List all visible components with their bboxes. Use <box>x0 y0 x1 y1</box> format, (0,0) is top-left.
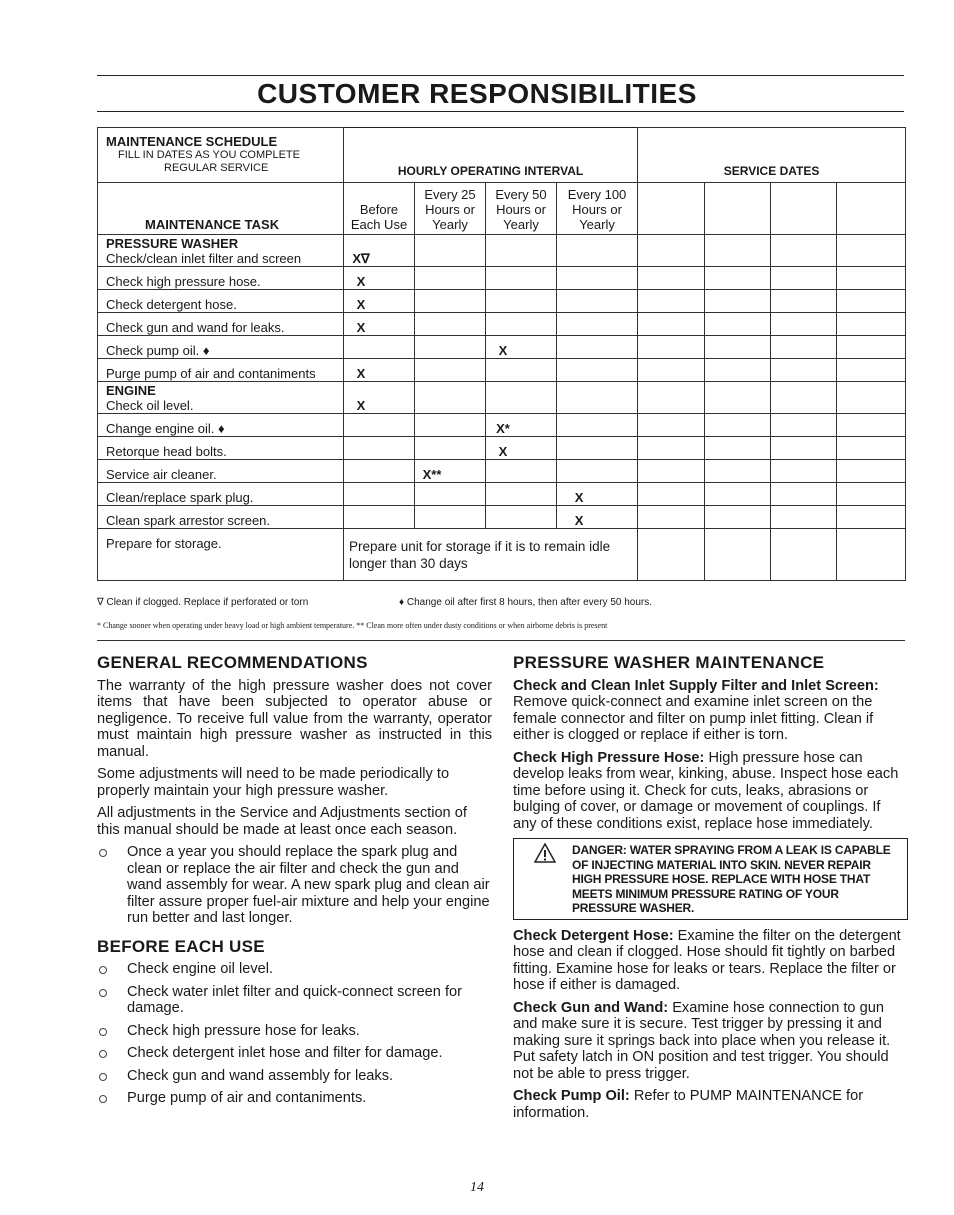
table-row <box>98 437 906 460</box>
danger-box <box>513 838 908 920</box>
task-header: MAINTENANCE TASK <box>98 183 344 235</box>
bullet-icon <box>99 1095 107 1103</box>
interval-header: HOURLY OPERATING INTERVAL <box>344 128 638 183</box>
warning-icon <box>534 843 556 863</box>
interval-mark: X <box>486 336 557 359</box>
bullet-icon <box>99 849 107 857</box>
table-row <box>98 382 906 414</box>
interval-mark <box>557 460 638 483</box>
interval-mark <box>557 336 638 359</box>
page-number: 14 <box>470 1180 484 1195</box>
interval-mark <box>486 359 557 382</box>
interval-mark <box>486 483 557 506</box>
task-cell: Clean spark arrestor screen. <box>98 506 344 529</box>
service-date-cell[interactable] <box>638 267 705 290</box>
interval-mark: X <box>557 506 638 529</box>
service-date-cell[interactable] <box>638 506 705 529</box>
service-date-cell[interactable] <box>771 336 837 359</box>
service-date-cell[interactable] <box>771 290 837 313</box>
table-row <box>98 506 906 529</box>
service-date-cell[interactable] <box>638 359 705 382</box>
interval-mark <box>344 336 415 359</box>
interval-mark <box>557 235 638 267</box>
general-p1: The warranty of the high pressure washer does not cover items that have been subjected to operator abuse or negligence. To receive full value from the warranty, operator must maintain high pressure washer as instructed in this manual. <box>97 677 492 760</box>
gun-paragraph: Check Gun and Wand: Examine hose connection to gun and make sure it is secure. Test trigger by pressing it and making sure it springs back into place when you release it. Put safety latch in ON position and test trigger. You should not be able to press trigger. <box>513 999 891 1082</box>
pwm-heading: PRESSURE WASHER MAINTENANCE <box>513 653 825 672</box>
note-clean-if-clogged: ∇ Clean if clogged. Replace if perforated or torn <box>97 597 309 608</box>
service-date-cell[interactable] <box>638 313 705 336</box>
bullet-icon <box>99 1073 107 1081</box>
service-date-cell[interactable] <box>771 437 837 460</box>
interval-mark: X <box>486 437 557 460</box>
interval-mark <box>557 382 638 414</box>
interval-1: Every 25 Hours or Yearly <box>415 183 486 235</box>
service-date-cell[interactable] <box>638 336 705 359</box>
service-date-cell[interactable] <box>771 183 837 235</box>
service-date-cell[interactable] <box>705 529 771 581</box>
service-dates-header: SERVICE DATES <box>638 128 906 183</box>
service-date-cell[interactable] <box>771 359 837 382</box>
service-date-cell[interactable] <box>771 382 837 414</box>
interval-mark <box>557 414 638 437</box>
service-date-cell[interactable] <box>705 483 771 506</box>
interval-mark <box>415 313 486 336</box>
bullet-icon <box>99 989 107 997</box>
interval-mark: X <box>344 359 415 382</box>
service-date-cell[interactable] <box>705 359 771 382</box>
note-change-sooner: * Change sooner when operating under heavy load or high ambient temperature. ** Clean more often under dusty conditions or when airborne debris is present <box>97 621 608 630</box>
service-date-cell[interactable] <box>837 382 906 414</box>
list-item: Check engine oil level. <box>97 961 492 978</box>
table-row <box>98 414 906 437</box>
list-item: Check water inlet filter and quick-connect screen for damage. <box>97 984 492 1017</box>
service-date-cell[interactable] <box>638 483 705 506</box>
service-date-cell[interactable] <box>837 267 906 290</box>
interval-mark: X <box>557 483 638 506</box>
service-date-cell[interactable] <box>771 483 837 506</box>
table-row <box>98 313 906 336</box>
interval-mark: X <box>344 267 415 290</box>
interval-mark <box>486 313 557 336</box>
schedule-sub2: REGULAR SERVICE <box>164 162 269 174</box>
interval-mark <box>415 267 486 290</box>
interval-mark <box>557 313 638 336</box>
right-column <box>513 655 908 1127</box>
interval-mark <box>344 506 415 529</box>
interval-mark <box>486 382 557 414</box>
service-date-cell[interactable] <box>771 414 837 437</box>
task-cell: Clean/replace spark plug. <box>98 483 344 506</box>
title-top-rule <box>97 75 904 76</box>
interval-mark <box>344 460 415 483</box>
bullet-icon <box>99 1028 107 1036</box>
service-date-cell[interactable] <box>638 235 705 267</box>
interval-mark <box>415 483 486 506</box>
interval-mark <box>344 414 415 437</box>
service-date-cell[interactable] <box>771 529 837 581</box>
task-cell: Change engine oil. ♦ <box>98 414 344 437</box>
interval-mark: X** <box>415 460 486 483</box>
table-row <box>98 483 906 506</box>
service-date-cell[interactable] <box>638 460 705 483</box>
table-row <box>98 267 906 290</box>
list-item: Check gun and wand assembly for leaks. <box>97 1068 492 1085</box>
service-date-cell[interactable] <box>837 183 906 235</box>
interval-mark <box>486 235 557 267</box>
service-date-cell[interactable] <box>705 290 771 313</box>
interval-mark <box>344 437 415 460</box>
schedule-header-cell <box>98 128 344 183</box>
task-cell: Retorque head bolts. <box>98 437 344 460</box>
general-bullets <box>97 844 492 927</box>
before-heading: BEFORE EACH USE <box>97 936 265 956</box>
interval-mark <box>415 437 486 460</box>
schedule-sub1: FILL IN DATES AS YOU COMPLETE <box>118 149 300 161</box>
interval-mark <box>557 437 638 460</box>
service-date-cell[interactable] <box>705 437 771 460</box>
pump-oil-paragraph: Check Pump Oil: Refer to PUMP MAINTENANCE for information. <box>513 1088 864 1121</box>
service-date-cell[interactable] <box>705 414 771 437</box>
service-date-cell[interactable] <box>837 235 906 267</box>
interval-mark: X <box>344 382 415 414</box>
table-row <box>98 359 906 382</box>
service-date-cell[interactable] <box>705 336 771 359</box>
bullet-icon <box>99 1050 107 1058</box>
interval-mark <box>344 483 415 506</box>
service-date-cell[interactable] <box>638 414 705 437</box>
service-date-cell[interactable] <box>705 382 771 414</box>
list-item: Check high pressure hose for leaks. <box>97 1023 492 1040</box>
interval-mark <box>486 506 557 529</box>
task-cell: Purge pump of air and contaniments <box>98 359 344 382</box>
section-divider <box>97 640 905 641</box>
interval-mark <box>415 506 486 529</box>
service-date-cell[interactable] <box>837 529 906 581</box>
inlet-paragraph: Check and Clean Inlet Supply Filter and Inlet Screen: Remove quick-connect and examine inlet screen on the female connector and filter on pump inlet fitting. Clean if either is clogged or replace if either is torn. <box>513 677 879 743</box>
list-item: Check detergent inlet hose and filter for damage. <box>97 1045 492 1062</box>
storage-note: Prepare unit for storage if it is to remain idle longer than 30 days <box>344 529 638 581</box>
storage-task: Prepare for storage. <box>98 529 344 581</box>
interval-mark <box>415 359 486 382</box>
interval-mark <box>415 290 486 313</box>
interval-mark <box>486 267 557 290</box>
service-date-cell[interactable] <box>705 313 771 336</box>
task-cell: Check pump oil. ♦ <box>98 336 344 359</box>
interval-2: Every 50 Hours or Yearly <box>486 183 557 235</box>
general-p3: All adjustments in the Service and Adjustments section of this manual should be made at least once each season. <box>97 805 467 838</box>
left-column <box>97 655 492 1113</box>
service-date-cell[interactable] <box>837 460 906 483</box>
interval-mark <box>415 414 486 437</box>
task-cell: PRESSURE WASHER Check/clean inlet filter and screen <box>98 235 344 267</box>
table-row <box>98 290 906 313</box>
interval-mark <box>415 382 486 414</box>
interval-mark: X* <box>486 414 557 437</box>
general-p2: Some adjustments will need to be made periodically to properly maintain your high pressure washer. <box>97 766 450 799</box>
service-date-cell[interactable] <box>638 437 705 460</box>
task-cell: Check gun and wand for leaks. <box>98 313 344 336</box>
interval-3: Every 100 Hours or Yearly <box>557 183 638 235</box>
service-date-cell[interactable] <box>771 460 837 483</box>
before-list <box>97 961 492 1107</box>
detergent-paragraph: Check Detergent Hose: Examine the filter on the detergent hose and clean if clogged. Hose should fit tightly on barbed fitting. Examine hose for leaks or tears. Replace the filter or hose if either is damaged. <box>513 927 901 993</box>
service-date-cell[interactable] <box>638 290 705 313</box>
service-date-cell[interactable] <box>705 235 771 267</box>
interval-0: Before Each Use <box>344 183 415 235</box>
service-date-cell[interactable] <box>771 506 837 529</box>
service-date-cell[interactable] <box>771 235 837 267</box>
interval-mark: X <box>344 290 415 313</box>
interval-mark <box>486 290 557 313</box>
interval-mark: X <box>344 313 415 336</box>
service-date-cell[interactable] <box>705 183 771 235</box>
service-date-cell[interactable] <box>771 313 837 336</box>
table-row <box>98 336 906 359</box>
service-date-cell[interactable] <box>638 382 705 414</box>
interval-mark <box>557 267 638 290</box>
service-date-cell[interactable] <box>771 267 837 290</box>
interval-mark <box>557 359 638 382</box>
interval-mark <box>415 235 486 267</box>
title-bottom-rule <box>97 111 904 112</box>
service-date-cell[interactable] <box>638 183 705 235</box>
interval-mark <box>415 336 486 359</box>
general-heading: GENERAL RECOMMENDATIONS <box>97 653 368 672</box>
table-row <box>98 460 906 483</box>
task-cell: Check high pressure hose. <box>98 267 344 290</box>
interval-mark: X∇ <box>344 235 415 267</box>
schedule-heading: MAINTENANCE SCHEDULE <box>106 134 278 149</box>
service-date-cell[interactable] <box>837 506 906 529</box>
hose-paragraph: Check High Pressure Hose: High pressure hose can develop leaks from wear, kinking, abuse. Inspect hose each time before using it. Check for cuts, leaks, abrasions or bulging of cover, or damage or movement of couplings. If any of these conditions exist, replace hose immediately. <box>513 749 899 832</box>
note-change-oil: ♦ Change oil after first 8 hours, then after every 50 hours. <box>399 597 653 608</box>
service-date-cell[interactable] <box>705 506 771 529</box>
page-title: CUSTOMER RESPONSIBILITIES <box>257 78 697 109</box>
task-cell: ENGINE Check oil level. <box>98 382 344 414</box>
interval-mark <box>557 290 638 313</box>
service-date-cell[interactable] <box>837 437 906 460</box>
service-date-cell[interactable] <box>837 359 906 382</box>
service-date-cell[interactable] <box>837 336 906 359</box>
interval-mark <box>486 460 557 483</box>
danger-text: DANGER: WATER SPRAYING FROM A LEAK IS CAPABLE OF INJECTING MATERIAL INTO SKIN. NEVER REPAIR HIGH PRESSURE HOSE. REPLACE WITH HOSE THAT MEETS MINIMUM PRESSURE RATING OF YOUR PRESSURE WASHER. <box>572 843 891 915</box>
task-cell: Check detergent hose. <box>98 290 344 313</box>
table-row <box>98 235 906 267</box>
service-date-cell[interactable] <box>837 313 906 336</box>
service-date-cell[interactable] <box>837 483 906 506</box>
task-cell: Service air cleaner. <box>98 460 344 483</box>
schedule-notes <box>97 597 653 608</box>
list-item: Purge pump of air and contaniments. <box>97 1090 492 1107</box>
service-date-cell[interactable] <box>638 529 705 581</box>
maintenance-schedule-table <box>97 127 906 581</box>
service-date-cell[interactable] <box>705 267 771 290</box>
service-date-cell[interactable] <box>837 414 906 437</box>
service-date-cell[interactable] <box>837 290 906 313</box>
service-date-cell[interactable] <box>705 460 771 483</box>
list-item: Once a year you should replace the spark plug and clean or replace the air filter and check the gun and wand assembly for wear. A new spark plug and clean air filter assure proper fuel-air mixture and help your engine run better and last longer. <box>97 844 492 927</box>
bullet-icon <box>99 966 107 974</box>
